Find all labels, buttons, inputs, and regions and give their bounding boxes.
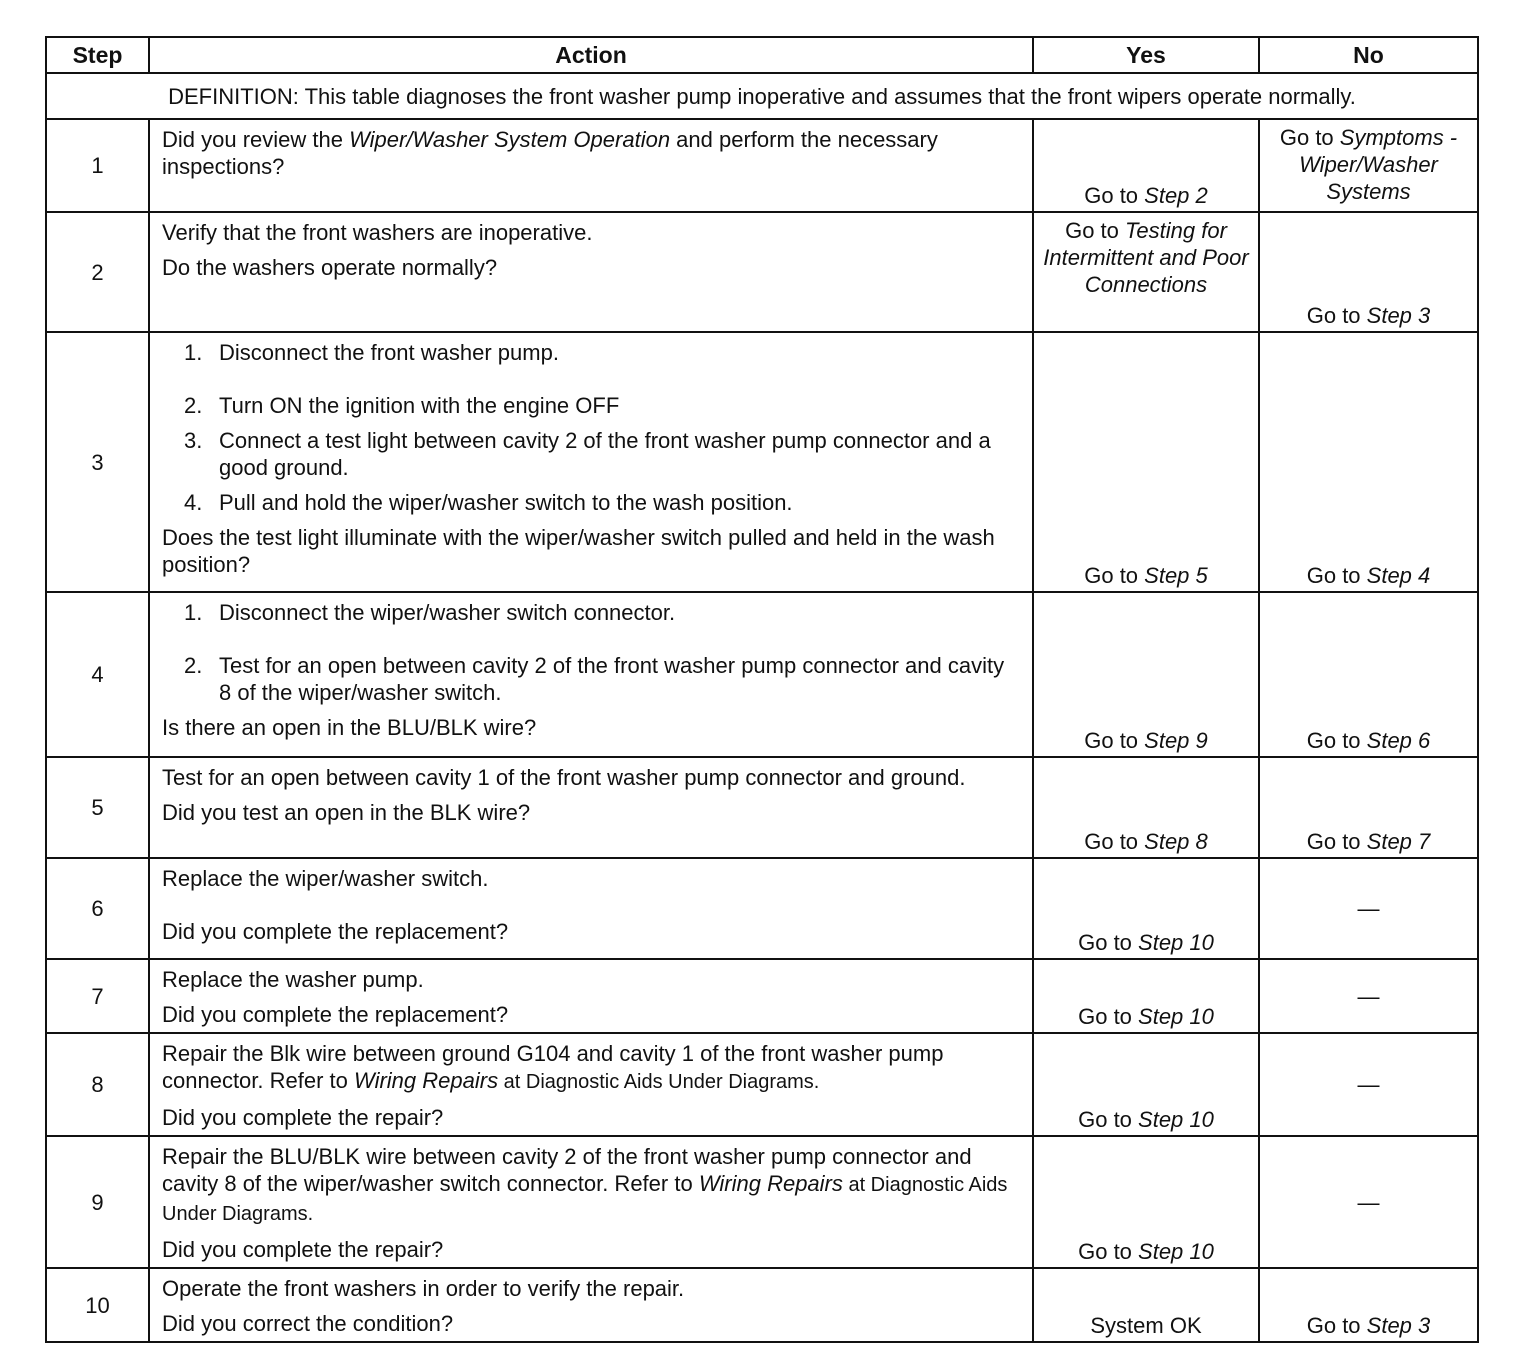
action-cell bbox=[149, 1033, 1033, 1136]
header-action: Action bbox=[149, 37, 1033, 73]
yes-cell: Go to Step 5 bbox=[1033, 332, 1259, 592]
table-row bbox=[46, 1268, 1478, 1342]
question-text: Did you complete the repair? bbox=[162, 1237, 444, 1262]
step-number: 10 bbox=[46, 1268, 149, 1342]
question-text: Did you test an open in the BLK wire? bbox=[162, 800, 531, 825]
instruction-text: Replace the washer pump. bbox=[162, 967, 424, 992]
yes-cell: Go to Step 10 bbox=[1033, 959, 1259, 1033]
yes-cell: System OK bbox=[1033, 1268, 1259, 1342]
action-cell bbox=[149, 858, 1033, 959]
instruction-list bbox=[162, 339, 1020, 516]
no-link[interactable]: Step 4 bbox=[1366, 563, 1431, 588]
yes-cell: Go to Step 8 bbox=[1033, 757, 1259, 858]
instruction-list bbox=[162, 599, 1020, 706]
question-text: Is there an open in the BLU/BLK wire? bbox=[162, 715, 537, 740]
yes-link[interactable]: Step 8 bbox=[1144, 829, 1208, 854]
step-number: 1 bbox=[46, 119, 149, 212]
reference-link[interactable]: Wiring Repairs bbox=[354, 1068, 499, 1093]
list-item: 4. Pull and hold the wiper/washer switch to the wash position. bbox=[184, 490, 793, 515]
instruction-text: Operate the front washers in order to verify the repair. bbox=[162, 1276, 685, 1301]
no-link[interactable]: Step 6 bbox=[1366, 728, 1431, 753]
no-cell: Go to Step 3 bbox=[1259, 1268, 1478, 1342]
no-link[interactable]: Step 3 bbox=[1366, 303, 1431, 328]
reference-link[interactable]: Wiring Repairs bbox=[698, 1171, 843, 1196]
action-cell bbox=[149, 119, 1033, 212]
table-row bbox=[46, 1033, 1478, 1136]
yes-link[interactable]: Step 5 bbox=[1144, 563, 1208, 588]
action-cell bbox=[149, 959, 1033, 1033]
no-link[interactable]: Step 7 bbox=[1366, 829, 1431, 854]
step-number: 9 bbox=[46, 1136, 149, 1268]
no-cell: Go to Symptoms - Wiper/Washer Systems bbox=[1259, 119, 1478, 212]
step-number: 3 bbox=[46, 332, 149, 592]
table-row bbox=[46, 332, 1478, 592]
no-cell: Go to Step 3 bbox=[1259, 212, 1478, 332]
action-cell bbox=[149, 757, 1033, 858]
no-cell: — bbox=[1259, 1033, 1478, 1136]
action-cell bbox=[149, 212, 1033, 332]
definition-row bbox=[46, 73, 1478, 119]
question-text: Did you complete the repair? bbox=[162, 1105, 444, 1130]
instruction-text: Verify that the front washers are inoperative. bbox=[162, 220, 593, 245]
question-text: Do the washers operate normally? bbox=[162, 255, 498, 280]
no-cell: Go to Step 7 bbox=[1259, 757, 1478, 858]
table-row bbox=[46, 592, 1478, 757]
no-cell: — bbox=[1259, 858, 1478, 959]
yes-link[interactable]: Step 10 bbox=[1138, 1004, 1214, 1029]
header-no: No bbox=[1259, 37, 1478, 73]
diagnostic-table bbox=[45, 36, 1479, 1343]
instruction-text: Replace the wiper/washer switch. bbox=[162, 866, 489, 891]
yes-link[interactable]: Step 10 bbox=[1138, 1107, 1214, 1132]
table-row bbox=[46, 959, 1478, 1033]
yes-link[interactable]: Step 9 bbox=[1144, 728, 1208, 753]
question-text: Did you complete the replacement? bbox=[162, 1002, 509, 1027]
list-item: 2. Turn ON the ignition with the engine OFF bbox=[184, 393, 620, 418]
step-number: 2 bbox=[46, 212, 149, 332]
no-cell: Go to Step 4 bbox=[1259, 332, 1478, 592]
step-number: 6 bbox=[46, 858, 149, 959]
yes-cell: Go to Step 10 bbox=[1033, 1136, 1259, 1268]
yes-cell: Go to Step 2 bbox=[1033, 119, 1259, 212]
header-step: Step bbox=[46, 37, 149, 73]
yes-link[interactable]: Step 10 bbox=[1138, 930, 1214, 955]
no-link[interactable]: Step 3 bbox=[1366, 1313, 1431, 1338]
header-row bbox=[46, 37, 1478, 73]
question-text: Did you correct the condition? bbox=[162, 1311, 454, 1336]
yes-link[interactable]: Step 10 bbox=[1138, 1239, 1214, 1264]
question-text: Does the test light illuminate with the wiper/washer switch pulled and held in the wash position? bbox=[162, 525, 995, 577]
table-row bbox=[46, 757, 1478, 858]
definition-text: DEFINITION: This table diagnoses the front washer pump inoperative and assumes that the front wipers operate normally. bbox=[46, 73, 1478, 119]
no-cell: — bbox=[1259, 959, 1478, 1033]
list-item: 2. Test for an open between cavity 2 of the front washer pump connector and cavity 8 of the wiper/washer switch. bbox=[184, 653, 1005, 705]
list-item: 1. Disconnect the wiper/washer switch connector. bbox=[184, 600, 676, 625]
step-number: 4 bbox=[46, 592, 149, 757]
no-cell: Go to Step 6 bbox=[1259, 592, 1478, 757]
instruction-text: Repair the BLU/BLK wire between cavity 2 of the front washer pump connector and cavity 8 of the wiper/washer switch connector. Refer to Wiring Repairs at Diagnostic Aids Under Diagrams. bbox=[162, 1144, 1008, 1225]
instruction-text: Test for an open between cavity 1 of the front washer pump connector and ground. bbox=[162, 765, 966, 790]
action-cell bbox=[149, 1136, 1033, 1268]
action-cell bbox=[149, 332, 1033, 592]
step-number: 8 bbox=[46, 1033, 149, 1136]
list-item: 3. Connect a test light between cavity 2 of the front washer pump connector and a good ground. bbox=[184, 428, 991, 480]
table-row bbox=[46, 119, 1478, 212]
header-yes: Yes bbox=[1033, 37, 1259, 73]
no-link[interactable]: Symptoms - Wiper/Washer Systems bbox=[1299, 125, 1458, 204]
yes-link[interactable]: Testing for Intermittent and Poor Connections bbox=[1043, 218, 1249, 297]
action-cell bbox=[149, 1268, 1033, 1342]
yes-link[interactable]: Step 2 bbox=[1144, 183, 1208, 208]
list-item: 1. Disconnect the front washer pump. bbox=[184, 340, 559, 365]
yes-cell: Go to Testing for Intermittent and Poor Connections bbox=[1033, 212, 1259, 332]
yes-cell: Go to Step 9 bbox=[1033, 592, 1259, 757]
step-number: 5 bbox=[46, 757, 149, 858]
no-cell: — bbox=[1259, 1136, 1478, 1268]
yes-cell: Go to Step 10 bbox=[1033, 858, 1259, 959]
question-text: Did you review the Wiper/Washer System Operation and perform the necessary inspections? bbox=[162, 127, 938, 179]
table-row bbox=[46, 858, 1478, 959]
instruction-text: Repair the Blk wire between ground G104 and cavity 1 of the front washer pump connector. Refer to Wiring Repairs at Diagnostic Aids Under Diagrams. bbox=[162, 1041, 944, 1093]
action-cell bbox=[149, 592, 1033, 757]
table-row bbox=[46, 1136, 1478, 1268]
table-row bbox=[46, 212, 1478, 332]
question-text: Did you complete the replacement? bbox=[162, 919, 509, 944]
yes-cell: Go to Step 10 bbox=[1033, 1033, 1259, 1136]
step-number: 7 bbox=[46, 959, 149, 1033]
